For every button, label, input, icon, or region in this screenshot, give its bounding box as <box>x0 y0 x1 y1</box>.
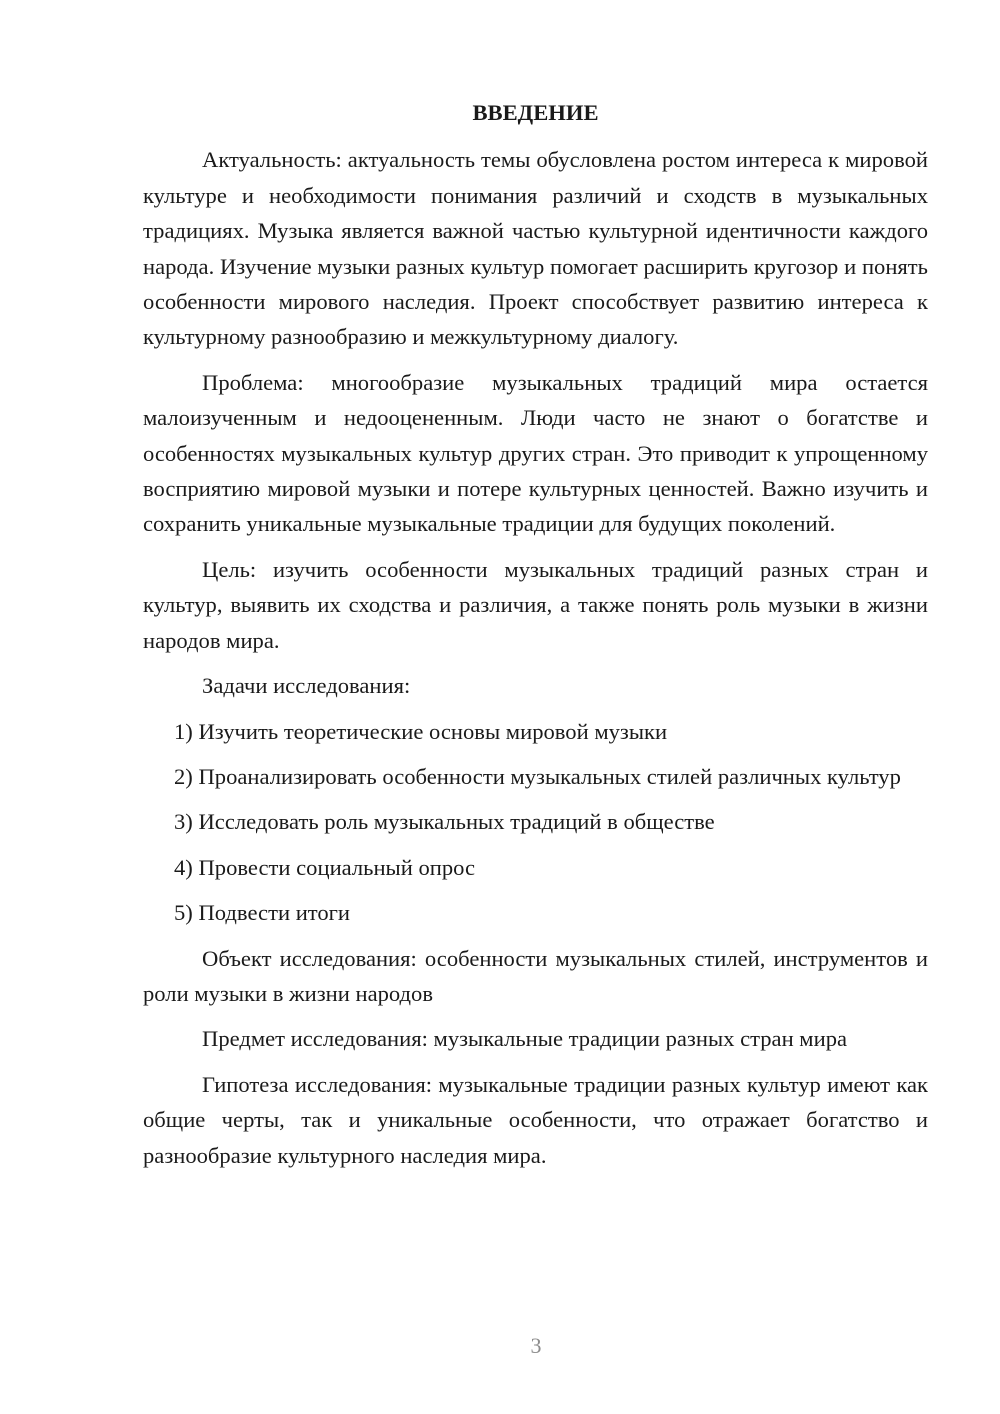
tasks-title: Задачи исследования: <box>202 673 411 699</box>
task-item: 1) Изучить теоретические основы мировой музыки <box>174 718 668 744</box>
page-number: 3 <box>530 1333 542 1358</box>
subject-paragraph: Предмет исследования: музыкальные традиции разных стран мира <box>202 1026 848 1052</box>
relevance-paragraph: Актуальность: актуальность темы обусловлена ростом интереса к мировой культуре и необходимости понимания различий и сходств в музыкальных традициях. Музыка является важной частью культурной идентичности каждого народа. Изучение музыки разных культур помогает расширить кругозор и понять особенности мирового наследия. Проект способствует развитию интереса к культурному разнообразию и межкультурному диалогу. <box>143 147 928 350</box>
goal-paragraph: Цель: изучить особенности музыкальных традиций разных стран и культур, выявить их сходства и различия, а также понять роль музыки в жизни народов мира. <box>143 556 928 653</box>
task-item: 5) Подвести итоги <box>174 900 351 926</box>
task-item: 3) Исследовать роль музыкальных традиций в обществе <box>174 809 715 835</box>
tasks-list <box>143 714 928 931</box>
task-item: 2) Проанализировать особенности музыкальных стилей различных культур <box>174 763 901 789</box>
problem-paragraph: Проблема: многообразие музыкальных традиций мира остается малоизученным и недооцененным. Люди часто не знают о богатстве и особенностях музыкальных культур других стран. Это приводит к упрощенному восприятию мировой музыки и потере культурных ценностей. Важно изучить и сохранить уникальные музыкальные традиции для будущих поколений. <box>143 369 928 537</box>
object-paragraph: Объект исследования: особенности музыкальных стилей, инструментов и роли музыки в жизни народов <box>143 945 928 1006</box>
hypothesis-paragraph: Гипотеза исследования: музыкальные традиции разных культур имеют как общие черты, так и уникальные особенности, что отражает богатство и разнообразие культурного наследия мира. <box>143 1071 928 1168</box>
page-content <box>143 95 928 1183</box>
task-item: 4) Провести социальный опрос <box>174 854 476 880</box>
section-heading: ВВЕДЕНИЕ <box>472 100 599 125</box>
